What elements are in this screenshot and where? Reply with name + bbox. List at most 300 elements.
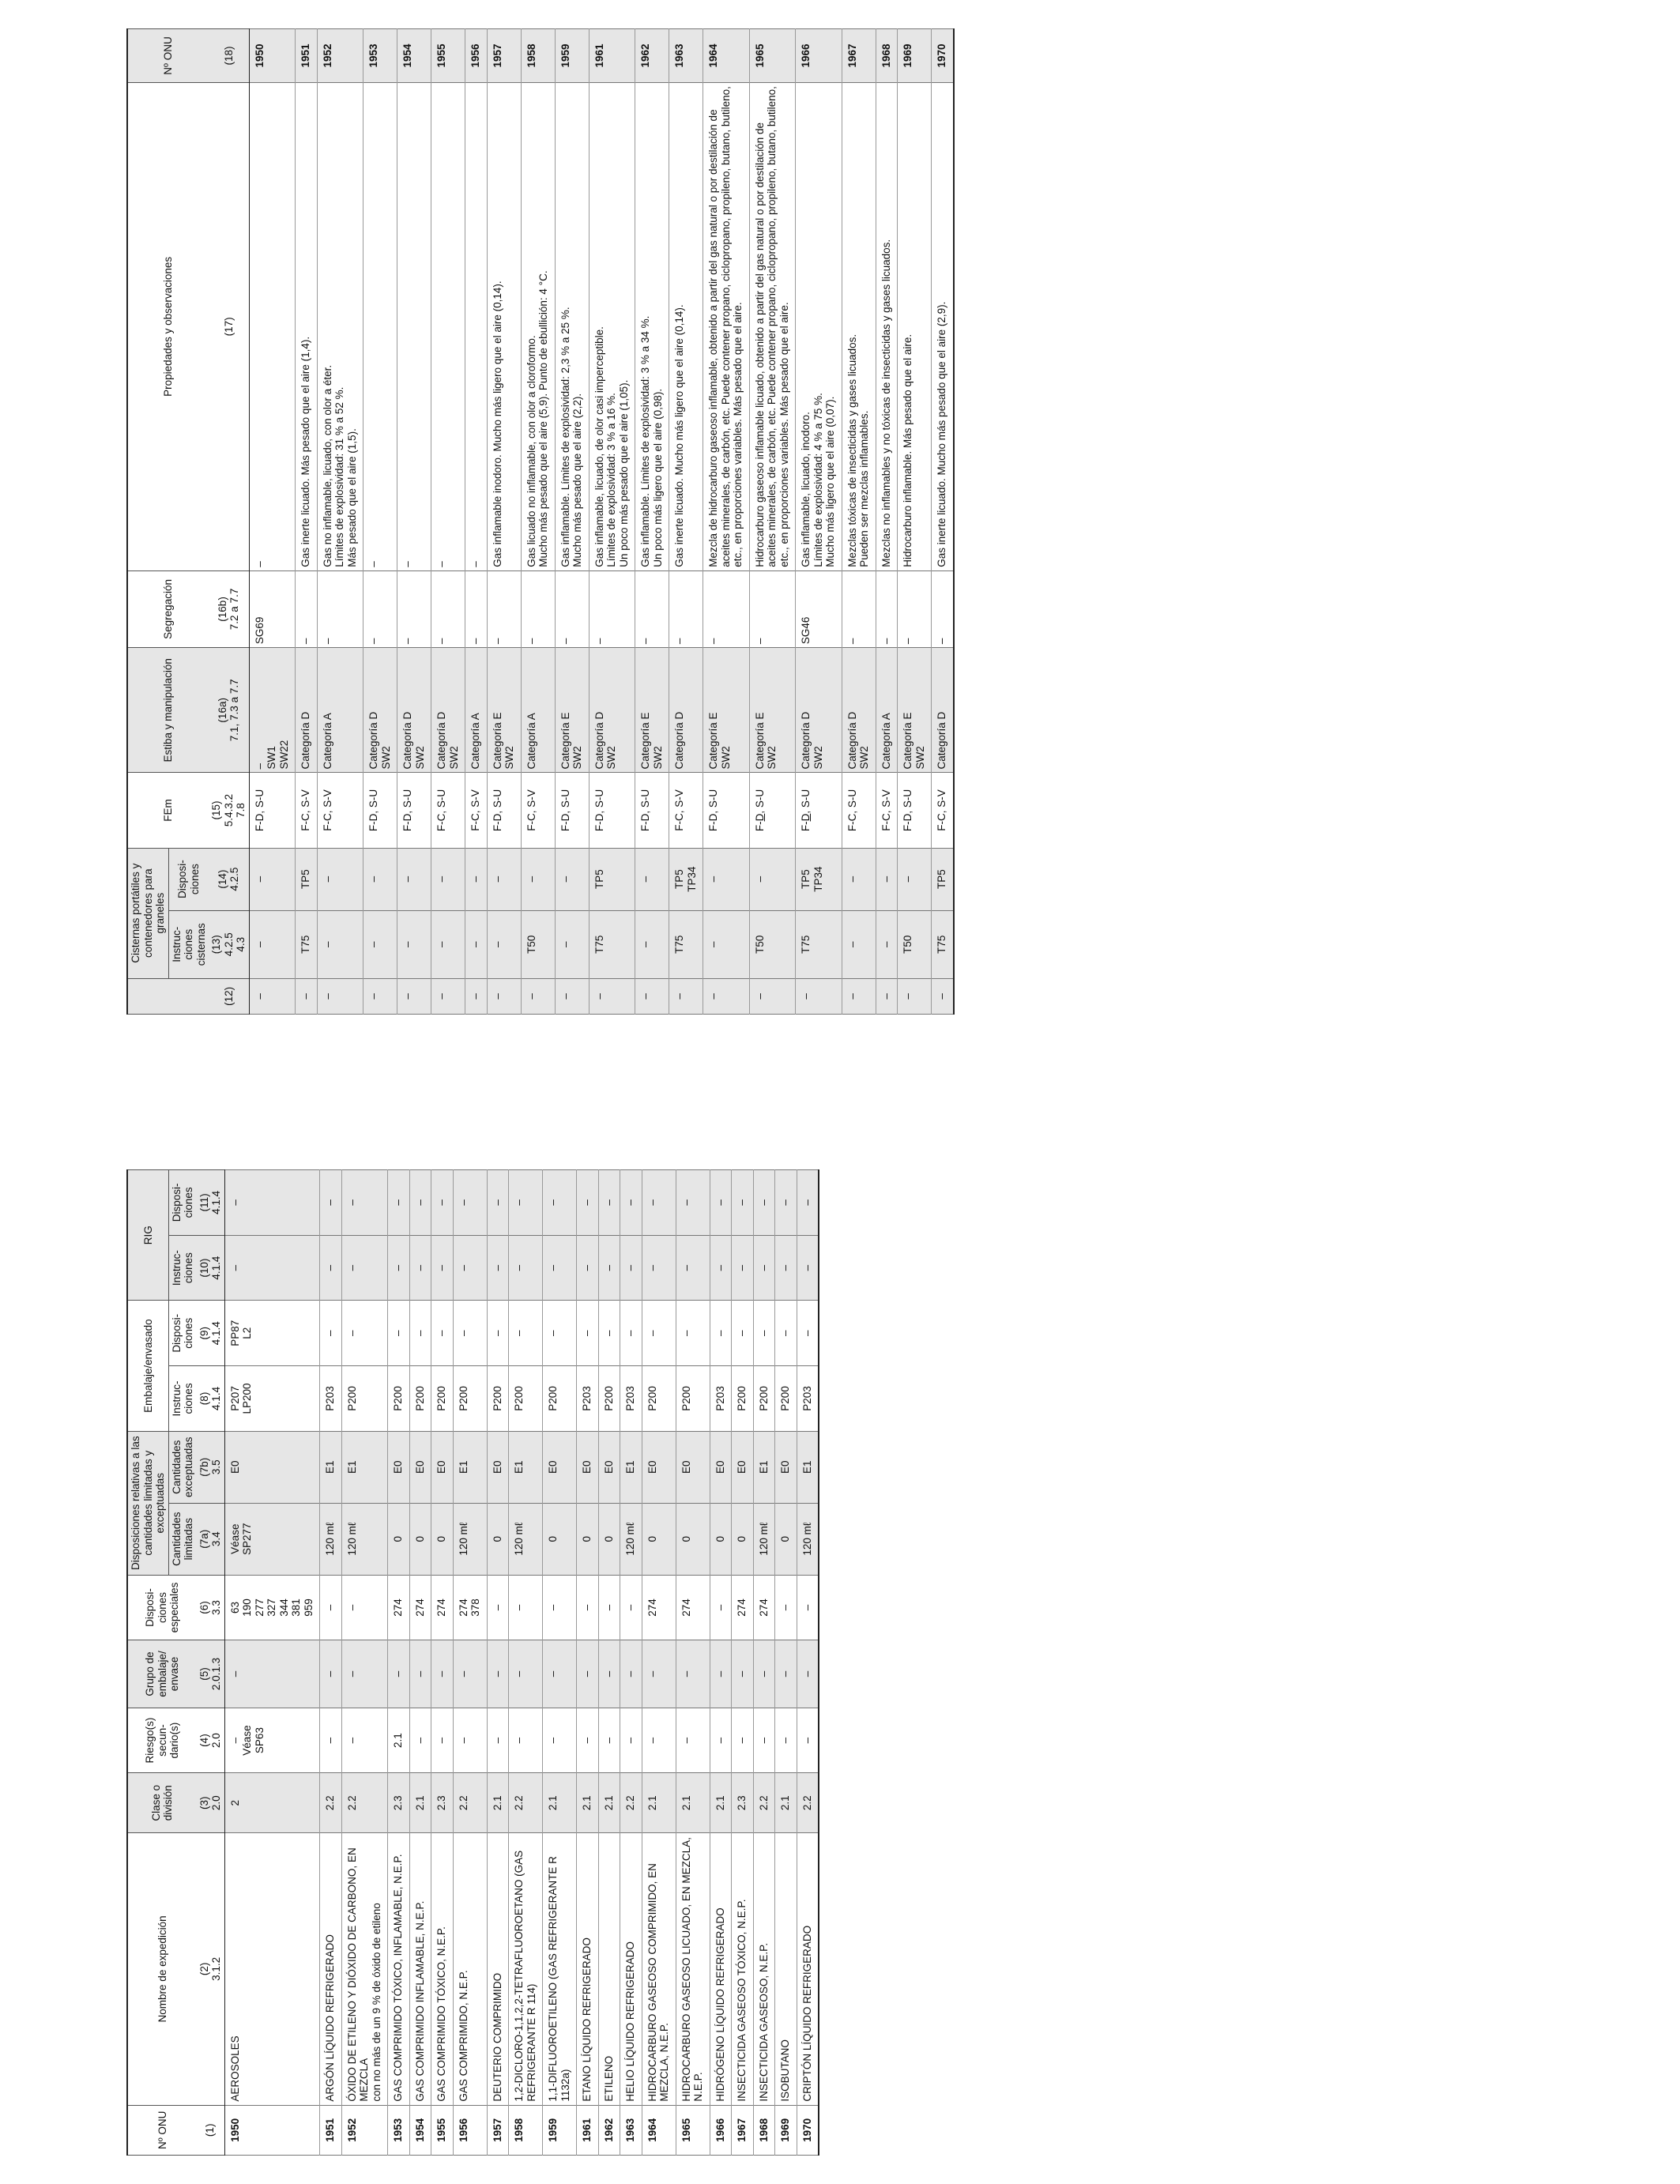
class-division: 2.2 bbox=[620, 1773, 642, 1833]
table-row bbox=[317, 29, 363, 1015]
packing-provision bbox=[341, 1301, 388, 1366]
subsidiary-risk bbox=[453, 1708, 487, 1773]
tank-instruction: – bbox=[249, 910, 296, 978]
un-number: 1966 bbox=[710, 2105, 732, 2155]
table-row bbox=[669, 29, 703, 1015]
special-provisions bbox=[598, 1575, 620, 1640]
special-provisions bbox=[487, 1575, 509, 1640]
col-ref-c7a bbox=[197, 1503, 225, 1575]
special-provisions bbox=[710, 1575, 732, 1640]
cell-line: TP5 bbox=[593, 869, 605, 890]
cell-line: SW2 bbox=[913, 746, 926, 770]
ibc-instruction: – bbox=[732, 1235, 754, 1301]
limited-quantity bbox=[797, 1503, 819, 1575]
stowage-handling bbox=[635, 648, 669, 773]
header-tank-instructions: Instruc-ciones cisternas bbox=[168, 910, 209, 978]
header-ibc-instructions: Instruc-ciones bbox=[168, 1235, 197, 1301]
tank-instruction: T50 bbox=[749, 910, 796, 978]
packing-provision bbox=[753, 1301, 775, 1366]
stowage-handling bbox=[487, 648, 521, 773]
packing-instruction bbox=[487, 1366, 509, 1432]
packing-instruction bbox=[753, 1366, 775, 1432]
ibc-instruction: – bbox=[620, 1235, 642, 1301]
packing-instruction bbox=[341, 1366, 388, 1432]
tank-provisions bbox=[487, 848, 521, 910]
cell-line: Categoría D bbox=[800, 711, 812, 770]
un-number: 1952 bbox=[341, 2105, 388, 2155]
un-number: 1950 bbox=[224, 2105, 320, 2155]
cell-line: – bbox=[435, 561, 447, 567]
un-number: 1968 bbox=[753, 2105, 775, 2155]
cell-line: – bbox=[392, 1330, 404, 1337]
col-12-value: – bbox=[431, 978, 465, 1014]
packing-group: – bbox=[224, 1640, 320, 1708]
col-ref-c2 bbox=[197, 1833, 225, 2105]
dangerous-goods-list-right bbox=[126, 28, 1606, 1015]
special-provisions bbox=[341, 1575, 388, 1640]
shipping-name bbox=[676, 1833, 710, 2105]
cell-line: 2.1 bbox=[392, 1733, 404, 1748]
limited-quantity bbox=[320, 1503, 342, 1575]
stowage-handling bbox=[703, 648, 750, 773]
class-division: 2.1 bbox=[598, 1773, 620, 1833]
packing-group: – bbox=[797, 1640, 819, 1708]
cell-line: Gas inflamable, licuado, de olor casi imperceptible. bbox=[593, 326, 605, 567]
shipping-name bbox=[543, 1833, 577, 2105]
ibc-instruction: – bbox=[409, 1235, 431, 1301]
header-un-number: Nº ONU bbox=[127, 2105, 197, 2155]
cell-line: 0 bbox=[779, 1535, 791, 1542]
shipping-name-text: INSECTICIDA GASEOSO, N.E.P. bbox=[757, 1942, 770, 2102]
special-provisions bbox=[224, 1575, 320, 1640]
packing-instruction bbox=[431, 1366, 454, 1432]
subsidiary-risk bbox=[753, 1708, 775, 1773]
cell-line: SW22 bbox=[277, 740, 290, 770]
packing-provision bbox=[797, 1301, 819, 1366]
table-row bbox=[932, 29, 954, 1015]
cell-line: 344 bbox=[277, 1598, 290, 1617]
properties-observations bbox=[669, 82, 703, 570]
tank-provisions bbox=[796, 848, 842, 910]
cell-line: P203 bbox=[800, 1386, 813, 1411]
excepted-quantity: E0 bbox=[710, 1431, 732, 1503]
cell-line: Categoría D bbox=[401, 711, 413, 770]
shipping-name-text: ETANO LÍQUIDO REFRIGERADO bbox=[581, 1937, 593, 2102]
col-ref-line: (14) bbox=[216, 869, 228, 889]
ems-code bbox=[796, 773, 842, 848]
cell-line: – bbox=[457, 1330, 469, 1337]
cell-line: 0 bbox=[714, 1535, 726, 1542]
limited-quantity bbox=[710, 1503, 732, 1575]
cell-line: P203 bbox=[624, 1386, 636, 1411]
table-row bbox=[796, 29, 842, 1015]
cell-line: Mezclas no inflamables y no tóxicas de insecticidas y gases licuados. bbox=[880, 239, 892, 567]
segregation: – bbox=[397, 570, 431, 647]
segregation: – bbox=[317, 570, 363, 647]
shipping-name-text: ARGÓN LÍQUIDO REFRIGERADO bbox=[324, 1934, 336, 2102]
ibc-instruction: – bbox=[224, 1235, 320, 1301]
subsidiary-risk bbox=[543, 1708, 577, 1773]
shipping-name-text: GAS COMPRIMIDO INFLAMABLE, N.E.P. bbox=[413, 1900, 426, 2102]
col-12-value: – bbox=[589, 978, 635, 1014]
packing-instruction bbox=[543, 1366, 577, 1432]
col-ref-line: (16b) bbox=[216, 597, 228, 622]
col-ref-line: (4) bbox=[198, 1734, 210, 1747]
table-row bbox=[397, 29, 431, 1015]
col-12-value: – bbox=[397, 978, 431, 1014]
limited-quantity bbox=[598, 1503, 620, 1575]
ems-code: F-D, S-U bbox=[898, 773, 932, 848]
col-ref-line: (17) bbox=[222, 317, 235, 337]
cell-line: Categoría A bbox=[321, 713, 333, 770]
table-row bbox=[543, 1170, 577, 2156]
shipping-name-text: GAS COMPRIMIDO TÓXICO, INFLAMABLE, N.E.P. bbox=[392, 1854, 404, 2102]
cell-line: – bbox=[253, 875, 266, 883]
cell-line: P200 bbox=[736, 1386, 748, 1411]
cell-line: – bbox=[800, 1604, 813, 1611]
tank-provisions bbox=[669, 848, 703, 910]
packing-provision bbox=[509, 1301, 543, 1366]
cell-line: Categoría A bbox=[880, 713, 892, 770]
limited-quantity bbox=[341, 1503, 388, 1575]
un-number-right: 1955 bbox=[431, 29, 465, 83]
cell-line: P200 bbox=[757, 1386, 770, 1411]
cell-line: – bbox=[321, 875, 333, 883]
ibc-instruction: – bbox=[710, 1235, 732, 1301]
segregation: – bbox=[296, 570, 318, 647]
shipping-name-text: HIDRÓGENO LÍQUIDO REFRIGERADO bbox=[714, 1907, 726, 2102]
segregation: – bbox=[431, 570, 465, 647]
packing-instruction bbox=[320, 1366, 342, 1432]
un-number: 1969 bbox=[775, 2105, 797, 2155]
class-division: 2.2 bbox=[797, 1773, 819, 1833]
table-row bbox=[898, 29, 932, 1015]
cell-line: 381 bbox=[290, 1598, 302, 1617]
header-packing-group-title: Embalaje/envasado bbox=[127, 1301, 168, 1431]
cell-line: Mucho más pesado que el aire (2,2). bbox=[571, 393, 583, 567]
packing-provision bbox=[620, 1301, 642, 1366]
cell-line: Categoría A bbox=[525, 713, 537, 770]
cell-line: P200 bbox=[392, 1386, 404, 1411]
stowage-handling bbox=[589, 648, 635, 773]
col-12-value: – bbox=[703, 978, 750, 1014]
cell-line: – bbox=[639, 875, 651, 883]
packing-group: – bbox=[676, 1640, 710, 1708]
properties-observations bbox=[932, 82, 954, 570]
packing-provision bbox=[598, 1301, 620, 1366]
ems-code: F-D, S-U bbox=[555, 773, 589, 848]
cell-line: – bbox=[680, 1737, 692, 1744]
col-ref-line: (5) bbox=[198, 1667, 210, 1681]
special-provisions bbox=[453, 1575, 487, 1640]
stowage-handling bbox=[296, 648, 318, 773]
cell-line: – bbox=[581, 1604, 593, 1611]
cell-line: Gas inflamable inodoro. Mucho más ligero que el aire (0,14). bbox=[491, 281, 503, 567]
subsidiary-risk bbox=[732, 1708, 754, 1773]
tank-provisions bbox=[431, 848, 465, 910]
segregation: – bbox=[703, 570, 750, 647]
segregation: – bbox=[363, 570, 397, 647]
table-row bbox=[341, 1170, 388, 2156]
packing-group: – bbox=[431, 1640, 454, 1708]
limited-quantity bbox=[775, 1503, 797, 1575]
table-row bbox=[487, 29, 521, 1015]
col-ref-line: 7.2 a 7.7 bbox=[228, 588, 241, 631]
cell-line: TP5 bbox=[800, 869, 812, 890]
shipping-name-text: HIDROCARBURO GASEOSO COMPRIMIDO, EN MEZCLA, N.E.P. bbox=[646, 1863, 670, 2102]
segregation: – bbox=[635, 570, 669, 647]
cell-line: TP5 bbox=[299, 869, 311, 890]
subsidiary-risk bbox=[598, 1708, 620, 1773]
packing-provision bbox=[453, 1301, 487, 1366]
subsidiary-risk bbox=[224, 1708, 320, 1773]
tank-instruction: – bbox=[363, 910, 397, 978]
properties-observations bbox=[363, 82, 397, 570]
cell-line: Categoría D bbox=[435, 711, 447, 770]
table-row bbox=[676, 1170, 710, 2156]
table-row bbox=[296, 29, 318, 1015]
limited-quantity bbox=[388, 1503, 410, 1575]
packing-instruction bbox=[620, 1366, 642, 1432]
packing-instruction bbox=[710, 1366, 732, 1432]
excepted-quantity: E1 bbox=[620, 1431, 642, 1503]
table-row bbox=[842, 29, 876, 1015]
cell-line: P200 bbox=[779, 1386, 791, 1411]
ibc-provision: – bbox=[409, 1170, 431, 1236]
class-division: 2.1 bbox=[409, 1773, 431, 1833]
limited-quantity bbox=[620, 1503, 642, 1575]
shipping-name-note: con no más de un 9 % de óxido de etileno bbox=[370, 1903, 382, 2102]
table-row bbox=[797, 1170, 819, 2156]
cell-line: Categoría E bbox=[902, 712, 913, 770]
special-provisions bbox=[431, 1575, 454, 1640]
cell-line: – bbox=[602, 1604, 615, 1611]
un-number-right: 1954 bbox=[397, 29, 431, 83]
subsidiary-risk bbox=[388, 1708, 410, 1773]
cell-line: Límites de explosividad: 3 % a 16 %. bbox=[605, 393, 617, 567]
cell-line: Categoría D bbox=[593, 711, 605, 770]
limited-quantity bbox=[676, 1503, 710, 1575]
ibc-provision: – bbox=[341, 1170, 388, 1236]
col-ref-line: (9) bbox=[198, 1327, 210, 1340]
col-ref-line: 4.1.4 bbox=[210, 1321, 222, 1346]
cell-line: – bbox=[714, 1604, 726, 1611]
tank-provisions bbox=[465, 848, 488, 910]
cell-line: P200 bbox=[457, 1386, 469, 1411]
tank-instruction: – bbox=[842, 910, 876, 978]
cell-line: – bbox=[624, 1604, 636, 1611]
tank-instruction: T75 bbox=[796, 910, 842, 978]
ibc-instruction: – bbox=[487, 1235, 509, 1301]
cell-line: SW2 bbox=[719, 746, 732, 770]
ibc-provision: – bbox=[732, 1170, 754, 1236]
special-provisions bbox=[642, 1575, 676, 1640]
cell-line: Categoría E bbox=[559, 712, 571, 770]
ems-code: F-D, S-U bbox=[635, 773, 669, 848]
cell-line: Gas inflamable, licuado, inodoro. bbox=[800, 412, 812, 567]
ems-code: F-C, S-V bbox=[317, 773, 363, 848]
cell-line: 120 mℓ bbox=[513, 1522, 525, 1556]
cell-line: Gas inflamable. Límites de explosividad: 3 % a 34 %. bbox=[639, 315, 651, 567]
col-ref-c6 bbox=[197, 1575, 225, 1640]
cell-line: – bbox=[228, 1737, 241, 1744]
stowage-handling bbox=[363, 648, 397, 773]
cell-line: SW1 bbox=[266, 746, 277, 770]
cell-line: – bbox=[736, 1737, 748, 1744]
tank-instruction: – bbox=[431, 910, 465, 978]
excepted-quantity: E0 bbox=[409, 1431, 431, 1503]
un-number-right: 1969 bbox=[898, 29, 932, 83]
special-provisions bbox=[509, 1575, 543, 1640]
ibc-instruction: – bbox=[453, 1235, 487, 1301]
stowage-handling bbox=[555, 648, 589, 773]
header-portable-tanks-group: Cisternas portátiles y contenedores para graneles bbox=[127, 848, 168, 978]
segregation: – bbox=[589, 570, 635, 647]
un-number: 1953 bbox=[388, 2105, 410, 2155]
cell-line: 120 mℓ bbox=[457, 1522, 469, 1556]
subsidiary-risk bbox=[409, 1708, 431, 1773]
properties-observations bbox=[589, 82, 635, 570]
stowage-handling bbox=[749, 648, 796, 773]
ibc-instruction: – bbox=[797, 1235, 819, 1301]
cell-line: 274 bbox=[413, 1598, 426, 1617]
ibc-instruction: – bbox=[577, 1235, 599, 1301]
limited-quantity bbox=[509, 1503, 543, 1575]
header-subsidiary-risk: Riesgo(s) secun-dario(s) bbox=[127, 1708, 197, 1773]
stowage-handling bbox=[932, 648, 954, 773]
header-limited-quantities: Cantidades limitadas bbox=[168, 1503, 197, 1575]
ems-code-text: F-D, S-U bbox=[800, 789, 812, 832]
cell-line: – bbox=[491, 875, 503, 883]
cell-line: – bbox=[547, 1604, 559, 1611]
cell-line: – bbox=[324, 1604, 336, 1611]
table-row bbox=[732, 1170, 754, 2156]
col-12-value: – bbox=[749, 978, 796, 1014]
excepted-quantity: E0 bbox=[388, 1431, 410, 1503]
col-12-value: – bbox=[876, 978, 898, 1014]
limited-quantity bbox=[642, 1503, 676, 1575]
cell-line: – bbox=[435, 1737, 447, 1744]
cell-line: Límites de explosividad: 4 % a 75 %. bbox=[812, 393, 824, 567]
ibc-provision: – bbox=[453, 1170, 487, 1236]
subsidiary-risk bbox=[620, 1708, 642, 1773]
tank-provisions bbox=[249, 848, 296, 910]
cell-line: 120 mℓ bbox=[624, 1522, 636, 1556]
un-number: 1951 bbox=[320, 2105, 342, 2155]
col-ref-line: 2.0 bbox=[210, 1795, 222, 1811]
left-table bbox=[126, 1169, 819, 2156]
cell-line: – bbox=[559, 875, 571, 883]
cell-line: – bbox=[779, 1330, 791, 1337]
cell-line: SW2 bbox=[812, 746, 824, 770]
properties-observations bbox=[749, 82, 796, 570]
col-ref-line: 4.2.5 bbox=[222, 932, 235, 957]
cell-line: Gas inerte licuado. Mucho más ligero que el aire (0,14). bbox=[673, 304, 685, 567]
ems-code bbox=[749, 773, 796, 848]
col-ref-c14 bbox=[209, 848, 249, 910]
ems-code: F-D, S-U bbox=[397, 773, 431, 848]
packing-instruction bbox=[224, 1366, 320, 1432]
ems-code: F-D, S-U bbox=[589, 773, 635, 848]
cell-line: – bbox=[367, 875, 379, 883]
ibc-provision: – bbox=[577, 1170, 599, 1236]
tank-instruction: T50 bbox=[898, 910, 932, 978]
packing-provision bbox=[732, 1301, 754, 1366]
cell-line: – bbox=[800, 1737, 813, 1744]
class-division: 2.1 bbox=[487, 1773, 509, 1833]
stowage-handling bbox=[669, 648, 703, 773]
cell-line: – bbox=[624, 1737, 636, 1744]
un-number-right: 1963 bbox=[669, 29, 703, 83]
cell-line: – bbox=[547, 1737, 559, 1744]
shipping-name-text: ETILENO bbox=[602, 2055, 615, 2102]
properties-observations bbox=[465, 82, 488, 570]
tank-provisions bbox=[703, 848, 750, 910]
cell-line: – bbox=[491, 1737, 503, 1744]
shipping-name bbox=[642, 1833, 676, 2105]
cell-line: – bbox=[469, 561, 481, 567]
col-ref-line: 3.5 bbox=[210, 1459, 222, 1475]
header-ibc-group: RIG bbox=[127, 1170, 168, 1301]
ibc-provision: – bbox=[753, 1170, 775, 1236]
packing-provision bbox=[577, 1301, 599, 1366]
table-row bbox=[620, 1170, 642, 2156]
un-number: 1965 bbox=[676, 2105, 710, 2155]
cell-line: Hidrocarburo inflamable. Más pesado que el aire. bbox=[902, 333, 913, 567]
tank-provisions bbox=[842, 848, 876, 910]
excepted-quantity: E1 bbox=[797, 1431, 819, 1503]
cell-line: – bbox=[324, 1737, 336, 1744]
cell-line: 274 bbox=[757, 1598, 770, 1617]
col-ref-c1 bbox=[197, 2105, 225, 2155]
stowage-handling bbox=[465, 648, 488, 773]
limited-quantity bbox=[732, 1503, 754, 1575]
un-number-right: 1970 bbox=[932, 29, 954, 83]
class-division: 2.3 bbox=[732, 1773, 754, 1833]
excepted-quantity: E0 bbox=[431, 1431, 454, 1503]
table-row bbox=[409, 1170, 431, 2156]
subsidiary-risk bbox=[320, 1708, 342, 1773]
table-row bbox=[249, 29, 296, 1015]
cell-line: Categoría D bbox=[846, 711, 858, 770]
table-row bbox=[598, 1170, 620, 2156]
col-ref-line: 7.8 bbox=[235, 803, 247, 818]
dangerous-goods-list-left bbox=[126, 1169, 1201, 2156]
ibc-instruction: – bbox=[598, 1235, 620, 1301]
cell-line: P203 bbox=[581, 1386, 593, 1411]
class-division: 2.3 bbox=[431, 1773, 454, 1833]
cell-line: Más pesado que el aire (1,5). bbox=[345, 428, 358, 567]
col-ref-c9 bbox=[197, 1301, 225, 1366]
tank-instruction: T75 bbox=[296, 910, 318, 978]
ems-code: F-C, S-V bbox=[521, 773, 555, 848]
shipping-name-text: ISOBUTANO bbox=[779, 2039, 791, 2102]
properties-observations bbox=[317, 82, 363, 570]
ibc-provision: – bbox=[224, 1170, 320, 1236]
cell-line: – bbox=[800, 1330, 813, 1337]
cell-line: – bbox=[624, 1330, 636, 1337]
header-packing-instructions: Instruc-ciones bbox=[168, 1366, 197, 1432]
col-ref-c18 bbox=[209, 29, 249, 83]
cell-line: – bbox=[525, 875, 537, 883]
table-row bbox=[876, 29, 898, 1015]
tank-instruction: T75 bbox=[932, 910, 954, 978]
col-ref-c8 bbox=[197, 1366, 225, 1432]
stowage-handling bbox=[397, 648, 431, 773]
cell-line: SW2 bbox=[651, 746, 664, 770]
limited-quantity bbox=[224, 1503, 320, 1575]
ibc-instruction: – bbox=[341, 1235, 388, 1301]
